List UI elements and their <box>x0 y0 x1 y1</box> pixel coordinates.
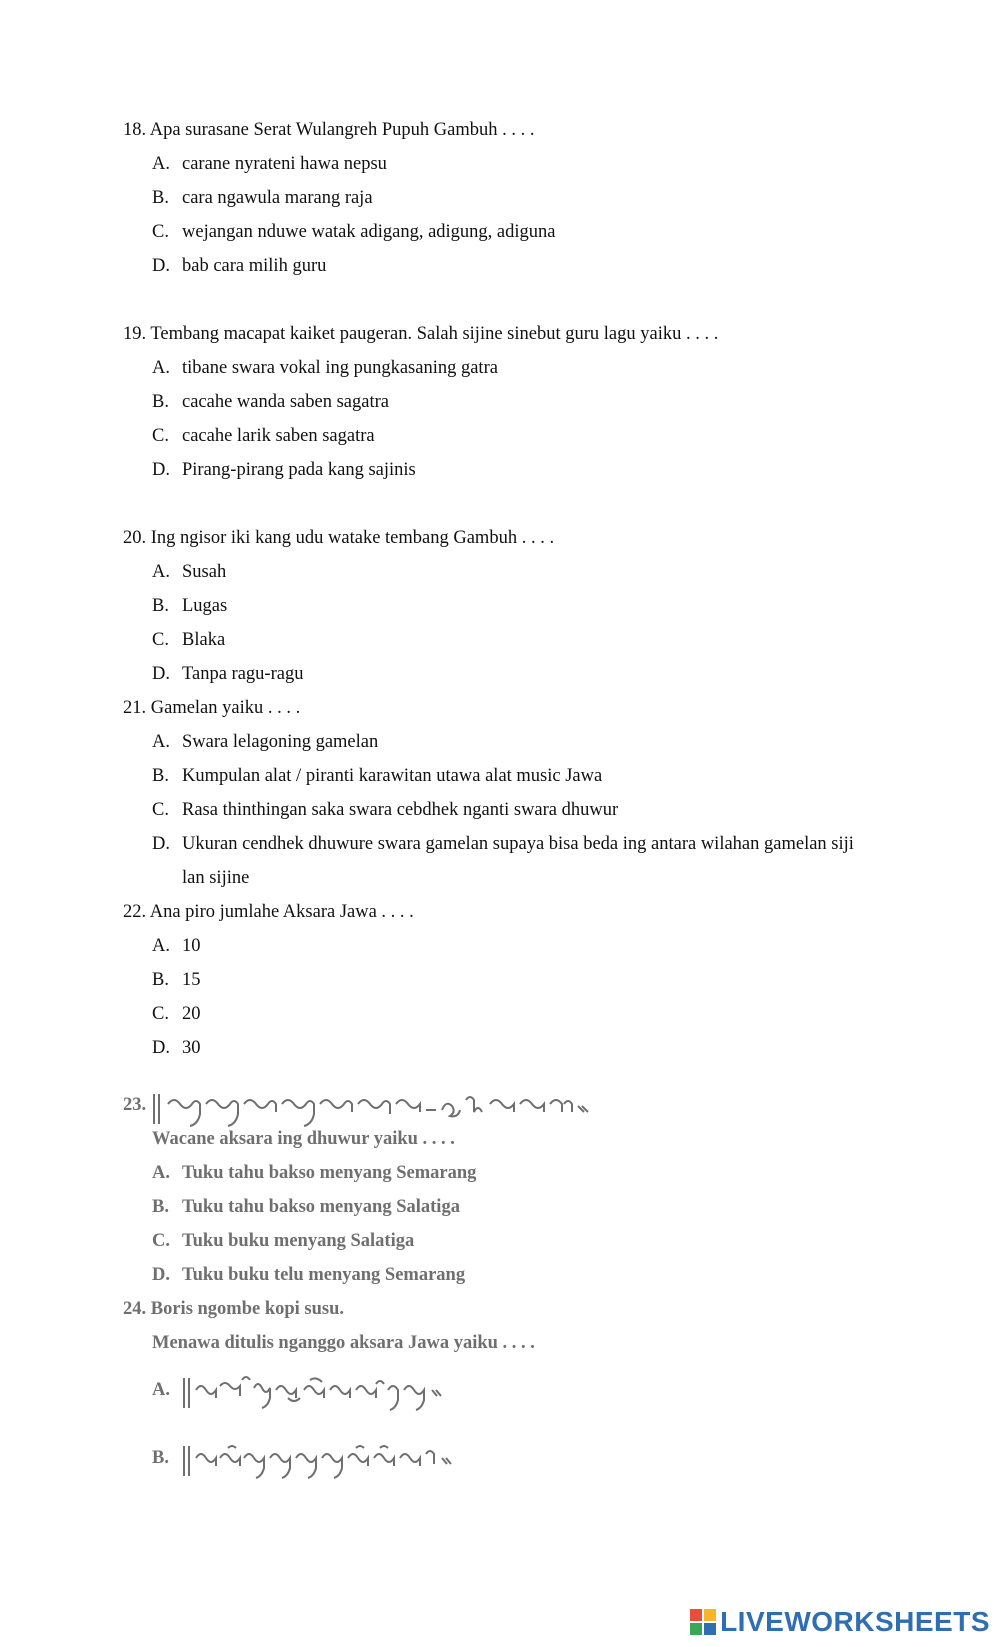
question-text: Apa surasane Serat Wulangreh Pupuh Gambuh . . . . <box>149 120 535 140</box>
option-letter: A. <box>152 936 170 956</box>
option-text: Tuku tahu bakso menyang Semarang <box>182 1163 477 1183</box>
option-letter: D. <box>152 664 170 684</box>
option-letter: B. <box>152 596 169 616</box>
option-24b[interactable] <box>152 1446 182 1470</box>
option-19b[interactable] <box>152 390 389 414</box>
option-21c[interactable] <box>152 798 618 822</box>
option-text: Pirang-pirang pada kang sajinis <box>182 460 416 480</box>
question-24-text2 <box>152 1331 535 1355</box>
option-18d[interactable] <box>152 254 326 278</box>
option-letter: C. <box>152 1004 169 1024</box>
option-letter: C. <box>152 800 169 820</box>
question-19 <box>123 322 718 346</box>
option-22a[interactable] <box>152 934 201 958</box>
option-text: tibane swara vokal ing pungkasaning gatra <box>182 358 498 378</box>
option-letter: C. <box>152 1231 170 1251</box>
aksara-jawa-script-24b <box>180 1440 460 1480</box>
question-23-number <box>123 1093 146 1117</box>
option-letter: B. <box>152 392 169 412</box>
option-20c[interactable] <box>152 628 225 652</box>
option-letter: D. <box>152 1038 170 1058</box>
question-21 <box>123 696 300 720</box>
option-text: cacahe wanda saben sagatra <box>182 392 389 412</box>
question-text: Gamelan yaiku . . . . <box>150 698 301 718</box>
question-text: Boris ngombe kopi susu. <box>150 1299 345 1319</box>
question-number: 18. <box>123 120 147 140</box>
option-text: Ukuran cendhek dhuwure swara gamelan supaya bisa beda ing antara wilahan gamelan siji <box>182 834 854 854</box>
option-19c[interactable] <box>152 424 375 448</box>
question-number: 20. <box>123 528 147 548</box>
option-23d[interactable] <box>152 1263 465 1287</box>
option-21d[interactable] <box>152 832 854 856</box>
option-text: Tuku buku menyang Salatiga <box>182 1231 415 1251</box>
aksara-jawa-script-q23 <box>150 1090 590 1128</box>
question-text: Ana piro jumlahe Aksara Jawa . . . . <box>149 902 414 922</box>
option-21a[interactable] <box>152 730 378 754</box>
option-21d-continued <box>182 866 249 890</box>
option-letter: A. <box>152 1380 170 1400</box>
option-text: Tuku buku telu menyang Semarang <box>182 1265 466 1285</box>
question-22 <box>123 900 414 924</box>
option-letter: B. <box>152 766 169 786</box>
option-letter: B. <box>152 1448 169 1468</box>
option-letter: C. <box>152 426 169 446</box>
option-letter: B. <box>152 970 169 990</box>
option-letter: D. <box>152 256 170 276</box>
option-text: Kumpulan alat / piranti karawitan utawa alat music Jawa <box>182 766 603 786</box>
option-22d[interactable] <box>152 1036 201 1060</box>
option-18a[interactable] <box>152 152 387 176</box>
question-24 <box>123 1297 344 1321</box>
option-letter: A. <box>152 358 170 378</box>
option-20a[interactable] <box>152 560 226 584</box>
option-text: Swara lelagoning gamelan <box>182 732 379 752</box>
option-20b[interactable] <box>152 594 227 618</box>
option-text: Rasa thinthingan saka swara cebdhek nganti swara dhuwur <box>182 800 619 820</box>
option-text: 30 <box>182 1038 201 1058</box>
option-text: bab cara milih guru <box>182 256 327 276</box>
option-text: Blaka <box>182 630 226 650</box>
question-text: Menawa ditulis nganggo aksara Jawa yaiku . . . . <box>152 1333 535 1353</box>
option-18b[interactable] <box>152 186 373 210</box>
option-letter: A. <box>152 562 170 582</box>
option-text: lan sijine <box>182 868 250 888</box>
option-text: carane nyrateni hawa nepsu <box>182 154 387 174</box>
option-19d[interactable] <box>152 458 416 482</box>
option-letter: C. <box>152 630 169 650</box>
question-number: 23. <box>123 1095 147 1115</box>
option-text: Susah <box>182 562 227 582</box>
option-19a[interactable] <box>152 356 498 380</box>
question-23-text <box>152 1127 455 1151</box>
option-letter: A. <box>152 732 170 752</box>
aksara-jawa-script-24a <box>180 1372 450 1412</box>
option-text: cacahe larik saben sagatra <box>182 426 375 446</box>
option-letter: D. <box>152 460 170 480</box>
question-20 <box>123 526 554 550</box>
option-21b[interactable] <box>152 764 602 788</box>
option-text: Lugas <box>182 596 228 616</box>
option-24a[interactable] <box>152 1378 182 1402</box>
option-letter: D. <box>152 834 170 854</box>
option-text: Tuku tahu bakso menyang Salatiga <box>182 1197 460 1217</box>
question-text: Tembang macapat kaiket paugeran. Salah sijine sinebut guru lagu yaiku . . . . <box>150 324 719 344</box>
liveworksheets-logo-icon <box>690 1609 716 1635</box>
question-number: 19. <box>123 324 147 344</box>
option-22b[interactable] <box>152 968 201 992</box>
question-number: 21. <box>123 698 147 718</box>
brand-name: LIVEWORKSHEETS <box>720 1606 990 1637</box>
option-23c[interactable] <box>152 1229 414 1253</box>
option-text: cara ngawula marang raja <box>182 188 373 208</box>
question-number: 24. <box>123 1299 147 1319</box>
option-letter: A. <box>152 154 170 174</box>
question-number: 22. <box>123 902 147 922</box>
option-text: 15 <box>182 970 201 990</box>
liveworksheets-logo <box>690 1605 990 1639</box>
option-23a[interactable] <box>152 1161 476 1185</box>
option-letter: B. <box>152 1197 169 1217</box>
option-text: 20 <box>182 1004 201 1024</box>
option-22c[interactable] <box>152 1002 201 1026</box>
option-letter: C. <box>152 222 169 242</box>
option-letter: B. <box>152 188 169 208</box>
option-letter: D. <box>152 1265 170 1285</box>
question-18 <box>123 118 535 142</box>
option-letter: A. <box>152 1163 170 1183</box>
option-18c[interactable] <box>152 220 555 244</box>
question-text: Wacane aksara ing dhuwur yaiku . . . . <box>152 1129 455 1149</box>
option-text: Tanpa ragu-ragu <box>182 664 304 684</box>
question-text: Ing ngisor iki kang udu watake tembang Gambuh . . . . <box>150 528 555 548</box>
option-text: 10 <box>182 936 201 956</box>
option-text: wejangan nduwe watak adigang, adigung, adiguna <box>182 222 556 242</box>
option-23b[interactable] <box>152 1195 460 1219</box>
option-20d[interactable] <box>152 662 303 686</box>
